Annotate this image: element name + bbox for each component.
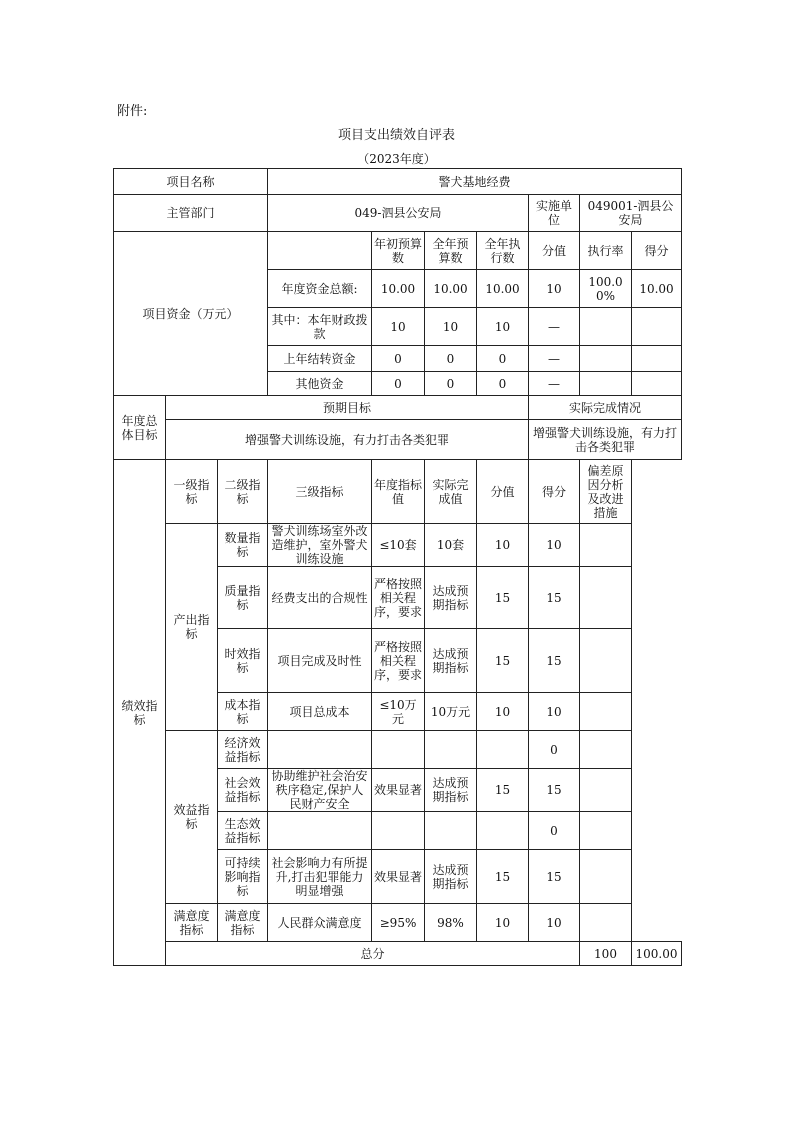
expected-goal-label: 预期目标 xyxy=(166,396,529,420)
project-name: 警犬基地经费 xyxy=(268,169,682,195)
funds-cell: 10.00 xyxy=(372,270,425,308)
reason-value xyxy=(580,731,632,769)
score-value xyxy=(477,731,529,769)
got-value: 10 xyxy=(529,693,580,731)
funds-header: 得分 xyxy=(632,232,682,270)
score-value: 10 xyxy=(477,693,529,731)
got-value: 10 xyxy=(529,904,580,942)
impl-value: 049001-泗县公安局 xyxy=(580,195,682,232)
got-value: 15 xyxy=(529,769,580,812)
reason-value xyxy=(580,524,632,567)
level3-indicator: 经费支出的合规性 xyxy=(268,567,372,629)
got-value: 10 xyxy=(529,524,580,567)
annual-goal-label: 年度总体目标 xyxy=(114,396,166,460)
funds-cell: 10 xyxy=(477,308,529,346)
indicators-label: 绩效指标 xyxy=(114,460,166,966)
score-value: 10 xyxy=(477,524,529,567)
funds-row-label: 年度资金总额: xyxy=(268,270,372,308)
reason-value xyxy=(580,769,632,812)
funds-row-label: 上年结转资金 xyxy=(268,346,372,372)
funds-cell: — xyxy=(529,308,580,346)
funds-label: 项目资金（万元） xyxy=(114,232,268,396)
reason-value xyxy=(580,850,632,904)
funds-cell: 0 xyxy=(372,372,425,396)
indicator-header: 实际完成值 xyxy=(425,460,477,524)
score-value: 15 xyxy=(477,769,529,812)
actual-value xyxy=(425,731,477,769)
actual-goal: 增强警犬训练设施，有力打击各类犯罪 xyxy=(529,420,682,460)
level2-indicator: 成本指标 xyxy=(218,693,268,731)
funds-header: 执行率 xyxy=(580,232,632,270)
total-score: 100 xyxy=(580,942,632,966)
row-goal-header xyxy=(114,396,682,420)
level2-indicator: 数量指标 xyxy=(218,524,268,567)
row-project-name xyxy=(114,169,682,195)
reason-value xyxy=(580,629,632,693)
score-value: 15 xyxy=(477,629,529,693)
funds-cell xyxy=(580,346,632,372)
score-value: 15 xyxy=(477,567,529,629)
funds-header: 分值 xyxy=(529,232,580,270)
row-total xyxy=(114,942,682,966)
document-title: 项目支出绩效自评表 xyxy=(337,128,455,143)
level2-indicator: 生态效益指标 xyxy=(218,812,268,850)
funds-cell xyxy=(632,346,682,372)
level3-indicator: 项目总成本 xyxy=(268,693,372,731)
row-funds-header xyxy=(114,232,682,270)
funds-cell: 10.00 xyxy=(632,270,682,308)
target-value: 效果显著 xyxy=(372,769,425,812)
funds-cell: 0 xyxy=(425,372,477,396)
indicator-row xyxy=(114,904,682,942)
funds-cell: 0 xyxy=(477,346,529,372)
actual-goal-label: 实际完成情况 xyxy=(529,396,682,420)
got-value: 0 xyxy=(529,812,580,850)
indicator-row xyxy=(114,524,682,567)
indicator-header: 二级指标 xyxy=(218,460,268,524)
level2-indicator: 社会效益指标 xyxy=(218,769,268,812)
actual-value: 10套 xyxy=(425,524,477,567)
level2-indicator: 质量指标 xyxy=(218,567,268,629)
level1-indicator: 满意度指标 xyxy=(166,904,218,942)
target-value: 严格按照相关程序，要求 xyxy=(372,629,425,693)
target-value xyxy=(372,731,425,769)
level1-indicator: 效益指标 xyxy=(166,731,218,904)
got-value: 15 xyxy=(529,567,580,629)
funds-header: 全年执行数 xyxy=(477,232,529,270)
indicator-header: 一级指标 xyxy=(166,460,218,524)
actual-value: 98% xyxy=(425,904,477,942)
funds-cell: 0 xyxy=(425,346,477,372)
dept-label: 主管部门 xyxy=(114,195,268,232)
indicator-header: 分值 xyxy=(477,460,529,524)
funds-cell: 10 xyxy=(372,308,425,346)
indicator-header: 得分 xyxy=(529,460,580,524)
row-indicator-header xyxy=(114,460,682,524)
indicator-header: 三级指标 xyxy=(268,460,372,524)
funds-cell: 0 xyxy=(372,346,425,372)
level3-indicator: 社会影响力有所提升,打击犯罪能力明显增强 xyxy=(268,850,372,904)
funds-cell: 10 xyxy=(529,270,580,308)
funds-row-label: 其他资金 xyxy=(268,372,372,396)
funds-cell xyxy=(580,308,632,346)
project-name-label: 项目名称 xyxy=(114,169,268,195)
indicator-row xyxy=(114,731,682,769)
reason-value xyxy=(580,904,632,942)
funds-row-label: 其中：本年财政拨款 xyxy=(268,308,372,346)
funds-header: 年初预算数 xyxy=(372,232,425,270)
funds-header: 全年预算数 xyxy=(425,232,477,270)
actual-value xyxy=(425,812,477,850)
level3-indicator: 协助维护社会治安秩序稳定,保护人民财产安全 xyxy=(268,769,372,812)
level2-indicator: 经济效益指标 xyxy=(218,731,268,769)
funds-cell: — xyxy=(529,372,580,396)
funds-cell xyxy=(632,308,682,346)
level3-indicator: 项目完成及时性 xyxy=(268,629,372,693)
indicator-header: 年度指标值 xyxy=(372,460,425,524)
reason-value xyxy=(580,693,632,731)
score-value: 10 xyxy=(477,904,529,942)
level1-indicator: 产出指标 xyxy=(166,524,218,731)
actual-value: 达成预期指标 xyxy=(425,629,477,693)
level2-indicator: 可持续影响指标 xyxy=(218,850,268,904)
got-value: 0 xyxy=(529,731,580,769)
total-label: 总分 xyxy=(166,942,580,966)
target-value xyxy=(372,812,425,850)
funds-cell: 10.00 xyxy=(425,270,477,308)
target-value: 严格按照相关程序，要求 xyxy=(372,567,425,629)
target-value: ≤10套 xyxy=(372,524,425,567)
target-value: 效果显著 xyxy=(372,850,425,904)
got-value: 15 xyxy=(529,629,580,693)
level3-indicator: 人民群众满意度 xyxy=(268,904,372,942)
score-value xyxy=(477,812,529,850)
expected-goal: 增强警犬训练设施，有力打击各类犯罪 xyxy=(166,420,529,460)
row-department xyxy=(114,195,682,232)
reason-value xyxy=(580,812,632,850)
got-value: 15 xyxy=(529,850,580,904)
dept-value: 049-泗县公安局 xyxy=(268,195,529,232)
funds-header-blank xyxy=(268,232,372,270)
funds-cell: 0 xyxy=(477,372,529,396)
attachment-label: 附件: xyxy=(117,104,148,119)
reason-value xyxy=(580,567,632,629)
actual-value: 达成预期指标 xyxy=(425,567,477,629)
target-value: ≥95% xyxy=(372,904,425,942)
level3-indicator xyxy=(268,812,372,850)
score-value: 15 xyxy=(477,850,529,904)
funds-cell: 10 xyxy=(425,308,477,346)
indicator-header: 偏差原因分析及改进措施 xyxy=(580,460,632,524)
level3-indicator: 警犬训练场室外改造维护，室外警犬训练设施 xyxy=(268,524,372,567)
funds-cell: — xyxy=(529,346,580,372)
target-value: ≤10万元 xyxy=(372,693,425,731)
total-got: 100.00 xyxy=(632,942,682,966)
funds-cell: 100.00% xyxy=(580,270,632,308)
funds-cell xyxy=(580,372,632,396)
level2-indicator: 满意度指标 xyxy=(218,904,268,942)
row-goal-content xyxy=(114,420,682,460)
document-year: （2023年度） xyxy=(357,152,436,166)
level2-indicator: 时效指标 xyxy=(218,629,268,693)
actual-value: 达成预期指标 xyxy=(425,769,477,812)
funds-cell xyxy=(632,372,682,396)
funds-cell: 10.00 xyxy=(477,270,529,308)
actual-value: 达成预期指标 xyxy=(425,850,477,904)
performance-table xyxy=(113,168,682,966)
level3-indicator xyxy=(268,731,372,769)
impl-label: 实施单位 xyxy=(529,195,580,232)
actual-value: 10万元 xyxy=(425,693,477,731)
